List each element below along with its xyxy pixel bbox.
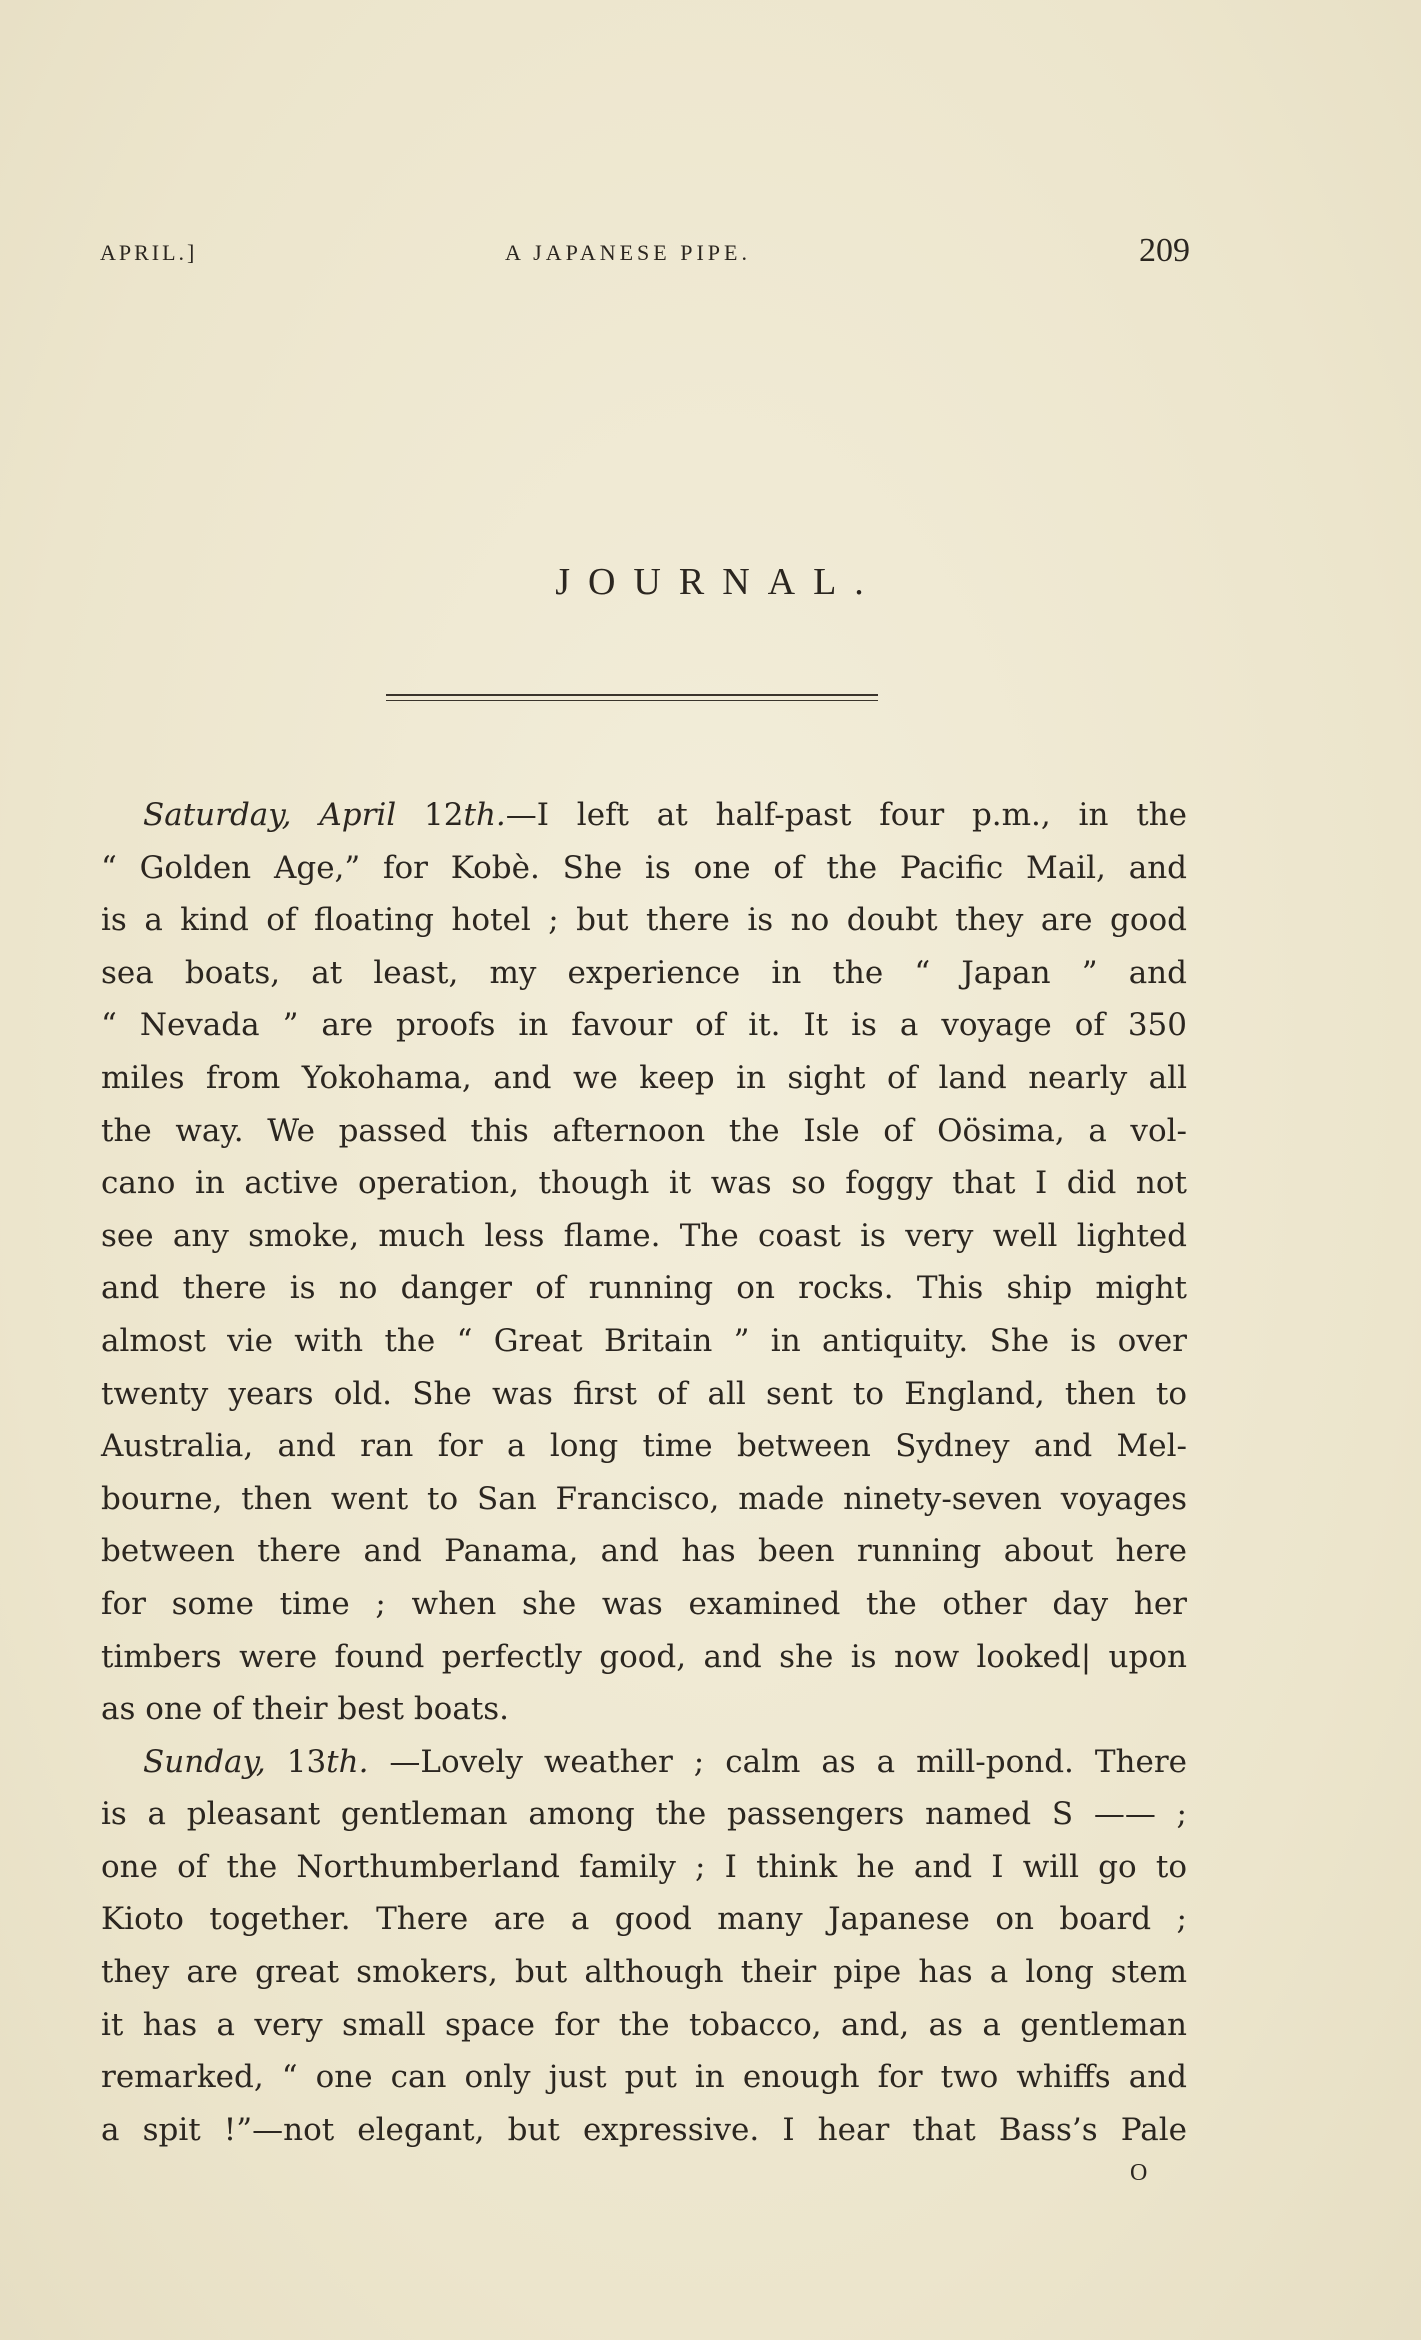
signature-mark: O <box>1130 2160 1148 2186</box>
text-line: cano in active operation, though it was so foggy that I did not <box>101 1165 1187 1202</box>
entry-first-line <box>101 789 1187 842</box>
text-line: the way. We passed this afternoon the Isle of Oösima, a vol- <box>101 1112 1187 1149</box>
text-line: see any smoke, much less flame. The coast is very well lighted <box>101 1217 1187 1254</box>
text-line: between there and Panama, and has been running about here <box>101 1533 1187 1570</box>
page-number: 209 <box>1139 232 1190 269</box>
entry-date-suffix: th. <box>326 1743 369 1780</box>
text-line: they are great smokers, but although their pipe has a long stem <box>101 1954 1187 1991</box>
text-line: almost vie with the “ Great Britain ” in antiquity. She is over <box>101 1322 1187 1359</box>
text-line: bourne, then went to San Francisco, made ninety-seven voyages <box>101 1480 1187 1517</box>
text-line: for some time ; when she was examined the other day her <box>101 1585 1187 1622</box>
text-line: is a pleasant gentleman among the passengers named S —— ; <box>101 1796 1187 1833</box>
text-line: Australia, and ran for a long time between Sydney and Mel- <box>101 1428 1187 1465</box>
text-line: twenty years old. She was first of all sent to England, then to <box>101 1375 1187 1412</box>
text-line: remarked, “ one can only just put in enough for two whiffs and <box>101 2059 1187 2096</box>
running-head-month: APRIL.] <box>100 240 198 265</box>
text-line: Kioto together. There are a good many Japanese on board ; <box>101 1901 1187 1938</box>
entry-lead-text: —I left at half-past four p.m., in the <box>505 797 1188 833</box>
entry-date-suffix: th. <box>463 797 506 833</box>
text-line: it has a very small space for the tobacco, and, as a gentleman <box>101 2006 1187 2043</box>
double-rule-bottom <box>386 700 878 701</box>
double-rule-top <box>386 694 878 696</box>
entry-date: Sunday, <box>143 1743 266 1780</box>
text-line: is a kind of floating hotel ; but there is no doubt they are good <box>101 902 1187 939</box>
entry-date: Saturday, April <box>143 797 397 833</box>
text-line: one of the Northumberland family ; I think he and I will go to <box>101 1848 1187 1885</box>
journal-heading: JOURNAL. <box>555 561 882 603</box>
text-line: timbers were found perfectly good, and she is now looked| upon <box>101 1638 1187 1675</box>
running-head-title: A JAPANESE PIPE. <box>505 240 751 265</box>
entry-first-line <box>101 1736 1187 1789</box>
running-head <box>100 232 1190 272</box>
text-line: as one of their best boats. <box>101 1691 510 1728</box>
entry-date-number: 12 <box>424 797 464 833</box>
text-line: sea boats, at least, my experience in the “ Japan ” and <box>101 954 1187 991</box>
text-line: miles from Yokohama, and we keep in sight of land nearly all <box>101 1059 1187 1096</box>
entry-date-number: 13 <box>286 1743 327 1780</box>
text-line: “ Golden Age,” for Kobè. She is one of the Pacific Mail, and <box>101 849 1187 886</box>
text-line: and there is no danger of running on rocks. This ship might <box>101 1270 1187 1307</box>
entry-lead-text: —Lovely weather ; calm as a mill-pond. There <box>368 1743 1187 1780</box>
text-line: a spit !”—not elegant, but expressive. I hear that Bass’s Pale <box>101 2111 1187 2148</box>
text-line: “ Nevada ” are proofs in favour of it. It is a voyage of 350 <box>101 1007 1187 1044</box>
journal-body <box>101 789 1187 2156</box>
